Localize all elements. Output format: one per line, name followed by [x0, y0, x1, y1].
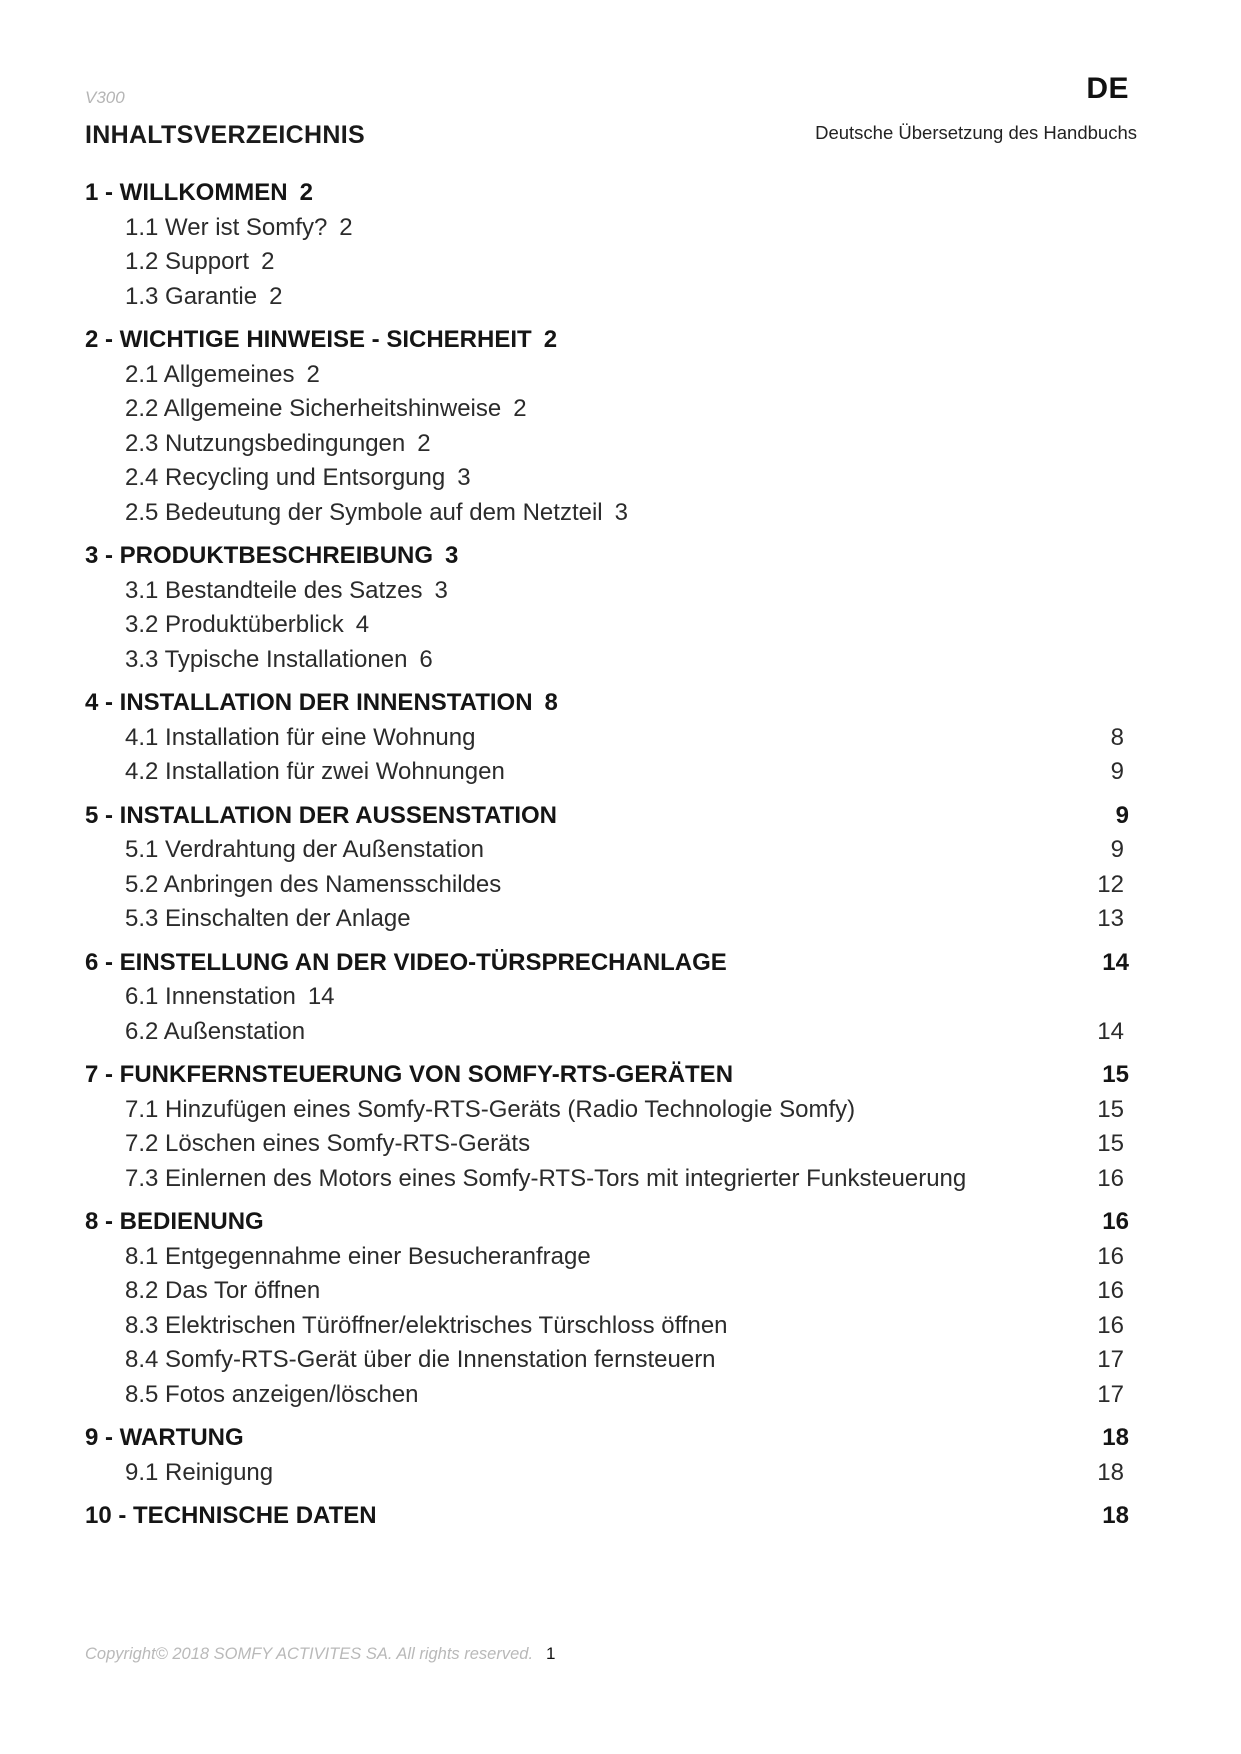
- toc-subsection-entry[interactable]: [85, 1456, 1132, 1491]
- toc-subsection-entry[interactable]: [85, 1240, 1132, 1275]
- toc-entry-page-number: 16: [1097, 1242, 1124, 1270]
- toc-entry-page-number: 15: [1097, 1130, 1124, 1157]
- toc-subsection-entry[interactable]: [85, 755, 1132, 790]
- toc-entry-page-number: 9: [1110, 758, 1124, 785]
- toc-section-entry[interactable]: [85, 539, 1132, 574]
- page-number: 1: [546, 1644, 556, 1663]
- toc-subsection-entry[interactable]: [85, 496, 1132, 531]
- toc-entry-page-number: 2: [299, 179, 313, 206]
- toc-entry-page-number: 2: [513, 395, 527, 422]
- toc-section: [85, 799, 1132, 937]
- toc-entry-title: 4.1 Installation für eine Wohnung: [125, 723, 476, 751]
- page-title: INHALTSVERZEICHNIS: [85, 121, 365, 149]
- toc-entry-title: 10 - TECHNISCHE DATEN: [85, 1502, 377, 1529]
- toc-entry-title: 2.1 Allgemeines: [125, 360, 295, 388]
- toc-entry-title: 3.2 Produktüberblick: [125, 611, 344, 638]
- toc-entry-page-number: 14: [1097, 1017, 1124, 1045]
- toc-entry-page-number: 2: [306, 360, 320, 388]
- toc-entry-page-number: 2: [417, 429, 431, 457]
- toc-entry-title: 2.2 Allgemeine Sicherheitshinweise: [125, 395, 502, 422]
- toc-subsection-entry[interactable]: [85, 1093, 1132, 1128]
- toc-entry-title: 8.5 Fotos anzeigen/löschen: [125, 1380, 419, 1408]
- toc-subsection-entry[interactable]: [85, 721, 1132, 756]
- toc-subsection-entry[interactable]: [85, 980, 1132, 1015]
- toc-subsection-entry[interactable]: [85, 833, 1132, 868]
- toc-entry-title: 5.2 Anbringen des Namensschildes: [125, 870, 502, 898]
- toc-entry-title: 9.1 Reinigung: [125, 1458, 274, 1486]
- toc-entry-page-number: 12: [1097, 870, 1124, 898]
- toc-entry-title: 3.1 Bestandteile des Satzes: [125, 576, 423, 604]
- toc-entry-title: 7.2 Löschen eines Somfy-RTS-Geräts: [125, 1130, 531, 1157]
- toc-entry-page-number: 3: [457, 464, 471, 491]
- toc-section-entry[interactable]: [85, 1421, 1132, 1456]
- toc-section: [85, 323, 1132, 530]
- toc-entry-title: 5.1 Verdrahtung der Außenstation: [125, 836, 484, 863]
- toc-entry-title: 7.1 Hinzufügen eines Somfy-RTS-Geräts (Radio Technologie Somfy): [125, 1095, 856, 1123]
- toc-entry-title: 5.3 Einschalten der Anlage: [125, 905, 411, 932]
- toc-section: [85, 946, 1132, 1050]
- toc-section: [85, 1421, 1132, 1490]
- toc-entry-page-number: 16: [1097, 1164, 1124, 1192]
- toc-entry-page-number: 3: [434, 576, 448, 604]
- toc-entry-page-number: 18: [1102, 1424, 1129, 1451]
- toc-entry-title: 6 - EINSTELLUNG AN DER VIDEO-TÜRSPRECHANLAGE: [85, 948, 727, 976]
- toc-entry-title: 4.2 Installation für zwei Wohnungen: [125, 758, 505, 785]
- toc-entry-title: 6.2 Außenstation: [125, 1017, 306, 1045]
- toc-section: [85, 1499, 1132, 1534]
- toc-entry-page-number: 14: [307, 983, 335, 1010]
- toc-entry-title: 8.2 Das Tor öffnen: [125, 1277, 321, 1304]
- toc-entry-title: 8.1 Entgegennahme einer Besucheranfrage: [125, 1242, 591, 1270]
- toc-entry-page-number: 16: [1097, 1277, 1124, 1304]
- toc-entry-page-number: 9: [1115, 801, 1129, 829]
- table-of-contents: [85, 176, 1132, 1543]
- toc-section-entry[interactable]: [85, 946, 1132, 981]
- language-code: DE: [1086, 72, 1129, 105]
- toc-entry-page-number: 6: [419, 645, 433, 673]
- toc-entry-title: 1.3 Garantie: [125, 282, 258, 310]
- toc-entry-page-number: 14: [1102, 948, 1129, 976]
- toc-section-entry[interactable]: [85, 1499, 1132, 1534]
- toc-entry-title: 7.3 Einlernen des Motors eines Somfy-RTS-Tors mit integrierter Funksteuerung: [125, 1164, 967, 1192]
- toc-entry-page-number: 13: [1097, 905, 1124, 932]
- toc-subsection-entry[interactable]: [85, 868, 1132, 903]
- toc-entry-page-number: 3: [445, 542, 459, 569]
- toc-entry-page-number: 4: [355, 611, 370, 638]
- toc-entry-title: 2.3 Nutzungsbedingungen: [125, 429, 406, 457]
- toc-section-entry[interactable]: [85, 686, 1132, 721]
- toc-section: [85, 1205, 1132, 1412]
- toc-subsection-entry[interactable]: [85, 392, 1132, 427]
- toc-entry-title: 7 - FUNKFERNSTEUERUNG VON SOMFY-RTS-GERÄTEN: [85, 1061, 734, 1088]
- toc-subsection-entry[interactable]: [85, 1015, 1132, 1050]
- toc-subsection-entry[interactable]: [85, 461, 1132, 496]
- toc-entry-page-number: 15: [1097, 1095, 1124, 1123]
- toc-section: [85, 176, 1132, 314]
- toc-entry-page-number: 16: [1102, 1208, 1129, 1235]
- toc-subsection-entry[interactable]: [85, 245, 1132, 280]
- toc-entry-page-number: 18: [1097, 1458, 1124, 1486]
- toc-entry-page-number: 16: [1097, 1311, 1124, 1339]
- toc-entry-page-number: 2: [543, 326, 558, 353]
- toc-entry-title: 3.3 Typische Installationen: [125, 645, 408, 673]
- toc-subsection-entry[interactable]: [85, 280, 1132, 315]
- toc-section: [85, 686, 1132, 790]
- toc-section-entry[interactable]: [85, 799, 1132, 834]
- manual-subtitle: Deutsche Übersetzung des Handbuchs: [815, 122, 1137, 143]
- toc-section-entry[interactable]: [85, 323, 1132, 358]
- toc-subsection-entry[interactable]: [85, 1378, 1132, 1413]
- toc-subsection-entry[interactable]: [85, 902, 1132, 937]
- toc-subsection-entry[interactable]: [85, 1162, 1132, 1197]
- toc-subsection-entry[interactable]: [85, 427, 1132, 462]
- toc-entry-title: 9 - WARTUNG: [85, 1424, 244, 1451]
- toc-entry-title: 2 - WICHTIGE HINWEISE - SICHERHEIT: [85, 326, 532, 353]
- toc-entry-title: 6.1 Innenstation: [125, 983, 296, 1010]
- toc-subsection-entry[interactable]: [85, 608, 1132, 643]
- toc-entry-title: 1 - WILLKOMMEN: [85, 179, 288, 206]
- toc-section-entry[interactable]: [85, 176, 1132, 211]
- toc-subsection-entry[interactable]: [85, 643, 1132, 678]
- toc-section-entry[interactable]: [85, 1058, 1132, 1093]
- toc-entry-title: 5 - INSTALLATION DER AUSSENSTATION: [85, 801, 557, 829]
- toc-entry-page-number: 8: [1110, 723, 1124, 751]
- toc-entry-page-number: 15: [1102, 1061, 1129, 1088]
- toc-entry-page-number: 2: [339, 213, 353, 241]
- toc-subsection-entry[interactable]: [85, 574, 1132, 609]
- toc-entry-page-number: 18: [1102, 1502, 1129, 1529]
- toc-entry-page-number: 17: [1097, 1380, 1124, 1408]
- copyright-footer: Copyright© 2018 SOMFY ACTIVITES SA. All rights reserved.: [85, 1645, 534, 1663]
- toc-entry-title: 2.5 Bedeutung der Symbole auf dem Netzteil: [125, 498, 603, 526]
- toc-entry-title: 8.3 Elektrischen Türöffner/elektrisches Türschloss öffnen: [125, 1311, 728, 1339]
- toc-entry-page-number: 17: [1097, 1346, 1124, 1373]
- toc-entry-title: 4 - INSTALLATION DER INNENSTATION: [85, 689, 533, 716]
- toc-subsection-entry[interactable]: [85, 1127, 1132, 1162]
- toc-entry-page-number: 9: [1110, 836, 1124, 863]
- toc-entry-title: 8 - BEDIENUNG: [85, 1208, 264, 1235]
- toc-section: [85, 1058, 1132, 1196]
- toc-entry-title: 8.4 Somfy-RTS-Gerät über die Innenstation fernsteuern: [125, 1346, 716, 1373]
- model-label: V300: [85, 88, 125, 107]
- toc-entry-title: 2.4 Recycling und Entsorgung: [125, 464, 446, 491]
- toc-subsection-entry[interactable]: [85, 1309, 1132, 1344]
- toc-entry-title: 3 - PRODUKTBESCHREIBUNG: [85, 542, 434, 569]
- toc-subsection-entry[interactable]: [85, 211, 1132, 246]
- toc-entry-page-number: 2: [261, 248, 275, 275]
- toc-entry-page-number: 2: [269, 282, 283, 310]
- toc-subsection-entry[interactable]: [85, 1343, 1132, 1378]
- toc-section: [85, 539, 1132, 677]
- toc-entry-title: 1.2 Support: [125, 248, 250, 275]
- toc-subsection-entry[interactable]: [85, 1274, 1132, 1309]
- toc-entry-page-number: 8: [544, 689, 558, 716]
- toc-subsection-entry[interactable]: [85, 358, 1132, 393]
- toc-entry-title: 1.1 Wer ist Somfy?: [125, 213, 328, 241]
- toc-section-entry[interactable]: [85, 1205, 1132, 1240]
- toc-entry-page-number: 3: [614, 498, 628, 526]
